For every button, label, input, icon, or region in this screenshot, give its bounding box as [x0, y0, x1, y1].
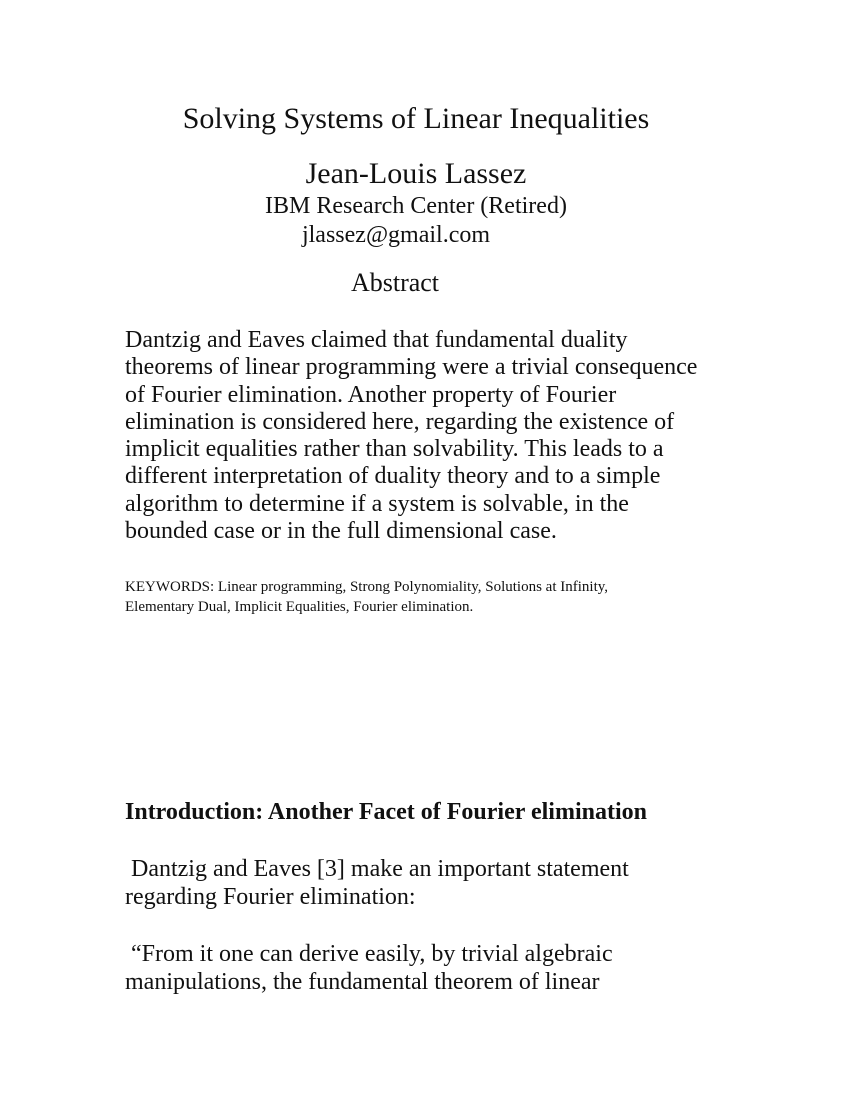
author-affiliation: IBM Research Center (Retired) [265, 193, 567, 219]
abstract-line: of Fourier elimination. Another property of Fourier [125, 381, 617, 408]
paper-title: Solving Systems of Linear Inequalities [182, 102, 650, 135]
intro-paragraph [125, 855, 629, 911]
abstract-line: bounded case or in the full dimensional case. [125, 518, 557, 545]
abstract-line: theorems of linear programming were a trivial consequence [125, 354, 698, 381]
abstract-line: implicit equalities rather than solvability. This leads to a [125, 436, 664, 463]
paragraph-line: “From it one can derive easily, by trivial algebraic [125, 941, 613, 967]
author-name: Jean-Louis Lassez [305, 157, 527, 190]
abstract-line: Dantzig and Eaves claimed that fundamental duality [125, 327, 628, 353]
abstract-line: different interpretation of duality theory and to a simple [125, 463, 661, 490]
paragraph-line: regarding Fourier elimination: [125, 884, 416, 910]
keywords-line: Elementary Dual, Implicit Equalities, Fourier elimination. [125, 599, 474, 615]
author-email: jlassez@gmail.com [301, 222, 491, 248]
paragraph-line: manipulations, the fundamental theorem of linear [125, 969, 600, 995]
keywords-line: KEYWORDS: Linear programming, Strong Polynomiality, Solutions at Infinity, [125, 579, 609, 595]
abstract-body [125, 327, 735, 545]
abstract-line: algorithm to determine if a system is solvable, in the [125, 490, 629, 517]
section-heading: Introduction: Another Facet of Fourier elimination [125, 799, 647, 825]
paragraph-line: Dantzig and Eaves [3] make an important statement [125, 856, 629, 882]
abstract-heading: Abstract [350, 268, 440, 297]
quote-paragraph [125, 940, 613, 996]
keywords [125, 577, 745, 617]
abstract-line: elimination is considered here, regarding the existence of [125, 408, 675, 435]
